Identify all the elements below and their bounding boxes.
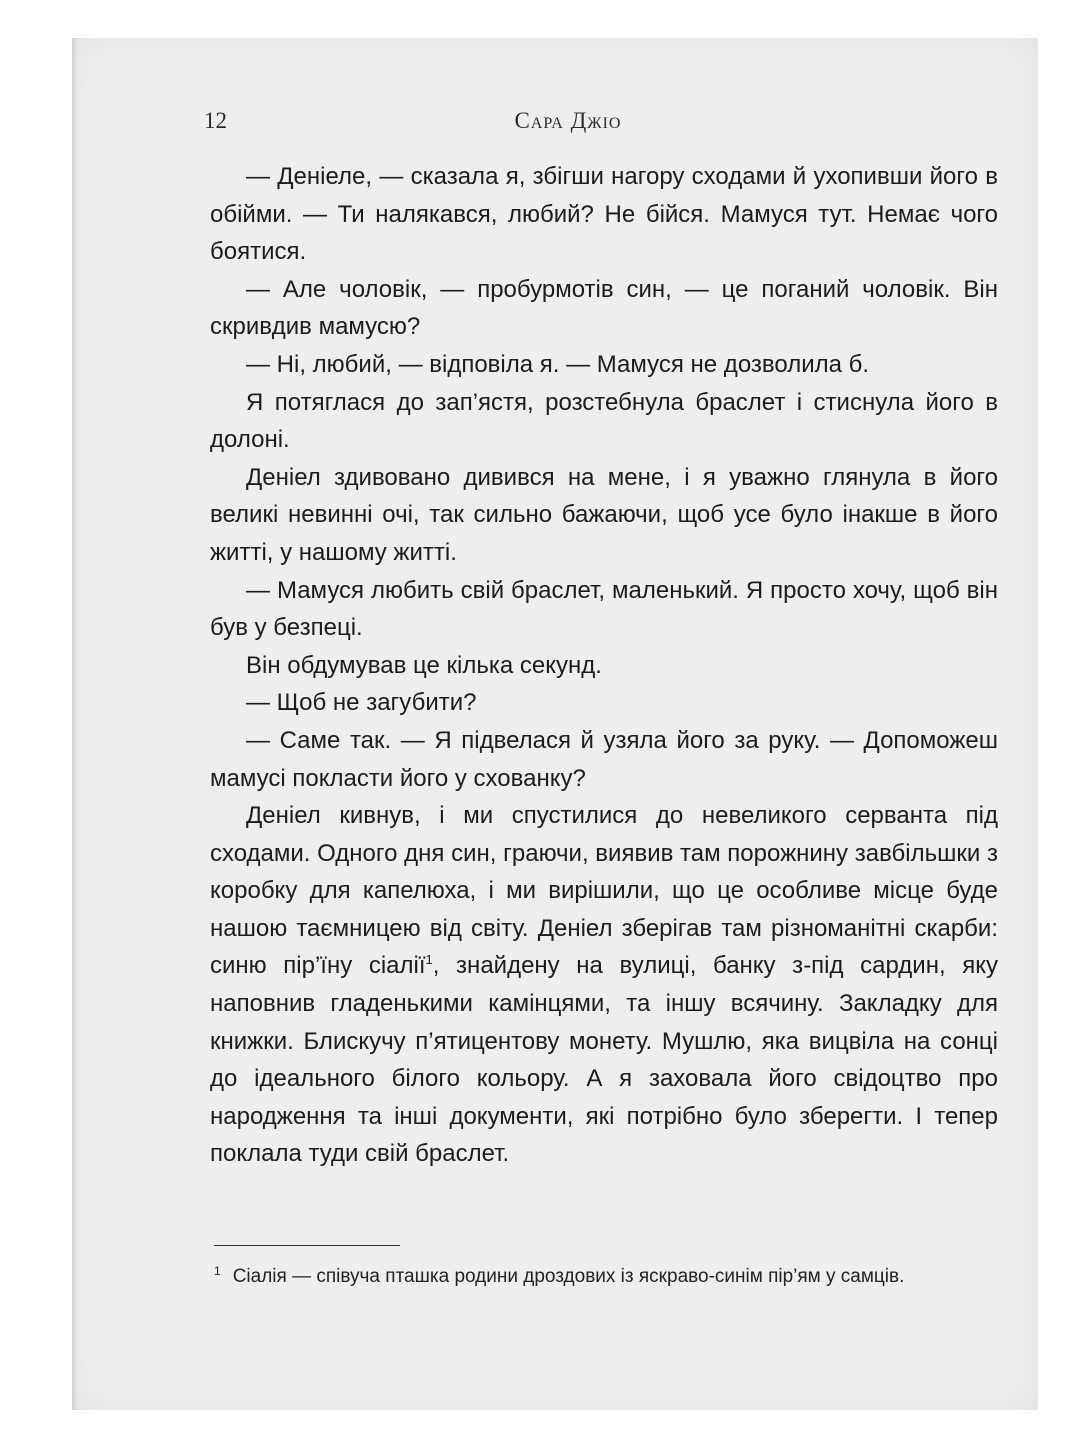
paragraph: Я потяглася до зап’ястя, розстебнула браслет і стиснула його в долоні. <box>210 388 998 454</box>
footnote-reference: 1 <box>425 952 433 968</box>
footnote-divider <box>214 1245 400 1246</box>
paragraph: — Ні, любий, — відповіла я. — Мамуся не дозволила б. <box>246 350 870 378</box>
paragraph: — Щоб не загубити? <box>246 689 477 717</box>
footnote <box>214 1262 998 1292</box>
running-title: Сара Джіо <box>514 108 622 133</box>
paragraph-text: , знайдену на вулиці, банку з-під сардин, яку наповнив гладенькими камінцями, та іншу всячину. Закладку для книжки. Блискучу п’ятицентову монету. Мушлю, яка вицвіла на сонці до ідеального білого кольору. А я заховала його свідоцтво про народження та інші документи, які потрібно було зберегти. І тепер поклала туди свій браслет. <box>210 952 999 1168</box>
paragraph: — Деніеле, — сказала я, збігши нагору сходами й ухопивши його в обійми. — Ти налякався, любий? Не бійся. Мамуся тут. Немає чого боятися. <box>210 163 998 266</box>
paragraph-with-footnote <box>210 797 998 1173</box>
running-head <box>204 108 932 140</box>
body-text <box>210 158 998 1173</box>
paragraph: — Мамуся любить свій браслет, маленький. Я просто хочу, щоб він був у безпеці. <box>210 576 998 642</box>
paragraph: Він обдумував це кілька секунд. <box>246 651 602 679</box>
footnote-mark: 1 <box>214 1263 221 1278</box>
page-number: 12 <box>204 108 227 133</box>
footnote-text: Сіалія — співуча пташка родини дроздових із яскраво-синім пір’ям у самців. <box>232 1266 905 1287</box>
paragraph: — Саме так. — Я підвелася й узяла його за руку. — Допоможеш мамусі покласти його у схованку? <box>210 726 998 792</box>
paragraph: Деніел здивовано дивився на мене, і я уважно глянула в його великі невинні очі, так сильно бажаючи, щоб усе було інакше в його житті, у нашому житті. <box>210 463 998 566</box>
paragraph: — Але чоловік, — пробурмотів син, — це поганий чоловік. Він скривдив мамусю? <box>210 275 998 341</box>
paragraph-text: Деніел кивнув, і ми спустилися до невеликого серванта під сходами. Одного дня син, граючи, виявив там порожнину завбільшки з коробку для капелюха, і ми вирішили, що це особливе місце буде нашою таємницею від світу. Деніел зберігав там різноманітні скарби: синю пір’їну сіалії <box>210 802 998 980</box>
